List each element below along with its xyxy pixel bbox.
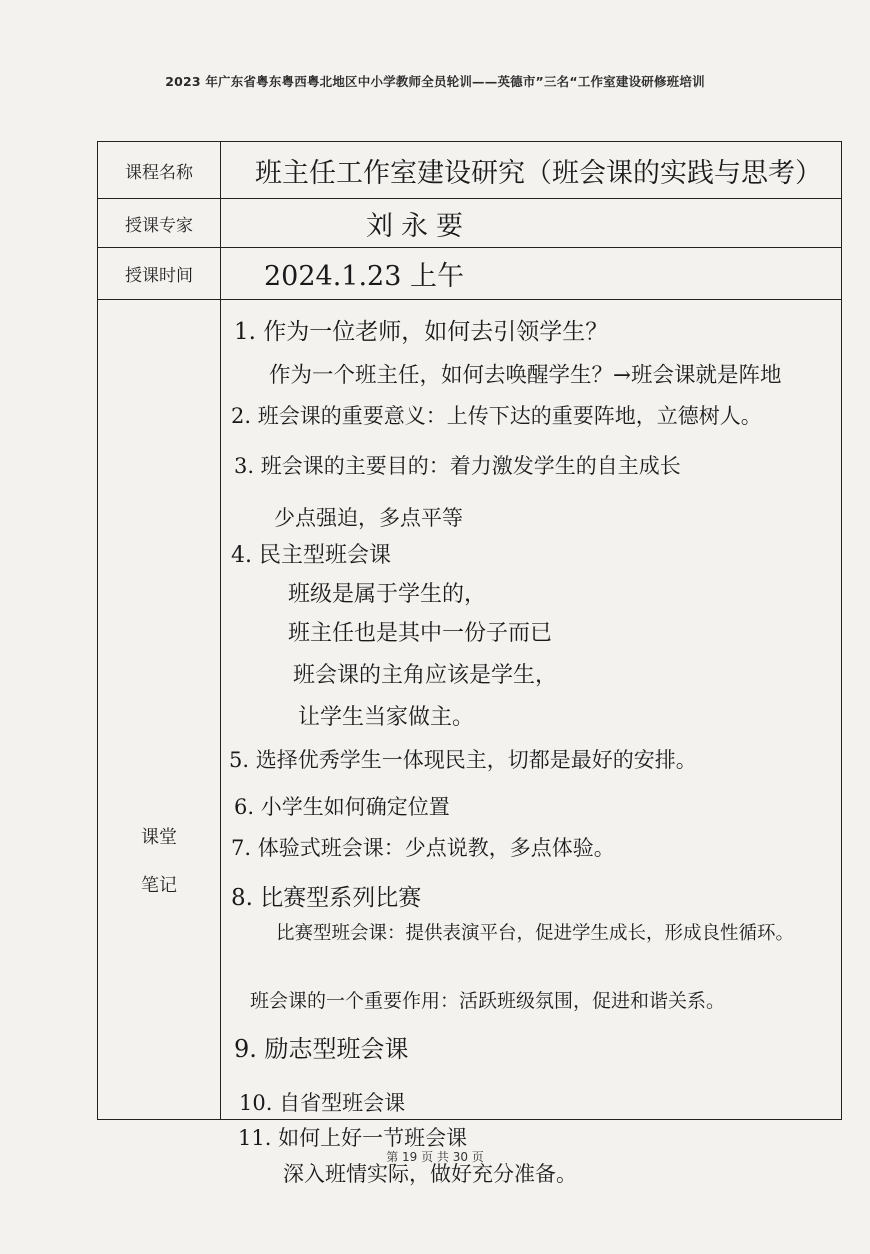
note-line: 9. 励志型班会课 [234,1035,409,1063]
row-notes [98,300,841,1120]
row-expert [98,199,841,248]
note-line: 班主任也是其中一份子而已 [288,621,553,646]
notes-label [98,300,221,1120]
course-record-form [97,141,842,1120]
note-line: 8. 比赛型系列比赛 [231,885,422,911]
expert-label: 授课专家 [98,199,221,247]
course-name-label: 课程名称 [98,142,221,198]
note-line: 1. 作为一位老师，如何去引领学生？ [234,319,609,345]
document-header: 2023 年广东省粤东粤西粤北地区中小学教师全员轮训——英德市”三名“工作室建设研修班培训 [165,74,705,89]
note-line: 让学生当家做主。 [298,705,475,730]
time-label: 授课时间 [98,248,221,299]
note-line: 4. 民主型班会课 [231,543,391,568]
overflow-note-line: 11. 如何上好一节班会课 [238,1126,468,1150]
note-line: 班级是属于学生的， [288,582,487,607]
row-time [98,248,841,300]
time-value: 2024.1.23 上午 [264,261,464,292]
note-line: 10. 自省型班会课 [239,1091,406,1115]
note-line: 7. 体验式班会课：少点说教，多点体验。 [231,836,615,860]
overflow-note-line: 深入班情实际，做好充分准备。 [283,1162,577,1186]
notes-label-line2: 笔记 [141,875,177,896]
note-line: 作为一个班主任，如何去唤醒学生？→班会课就是阵地 [269,363,782,388]
note-line: 班会课的主角应该是学生， [293,663,558,688]
note-line: 5. 选择优秀学生一体现民主，切都是最好的安排。 [229,748,697,772]
note-line: 少点强迫，多点平等 [274,506,463,530]
expert-value: 刘永要 [366,210,471,242]
notes-label-line1: 课堂 [141,827,177,848]
page-number: 第 19 页 共 30 页 [386,1150,484,1164]
note-line: 3. 班会课的主要目的：着力激发学生的自主成长 [234,454,681,478]
note-line: 比赛型班会课：提供表演平台，促进学生成长，形成良性循环。 [276,923,795,944]
row-course-name [98,142,841,199]
note-line: 6. 小学生如何确定位置 [234,795,450,819]
note-line: 班会课的一个重要作用：活跃班级氛围，促进和谐关系。 [250,990,726,1012]
course-name-value: 班主任工作室建设研究（班会课的实践与思考） [255,157,822,189]
note-line: 2. 班会课的重要意义：上传下达的重要阵地，立德树人。 [231,404,762,428]
